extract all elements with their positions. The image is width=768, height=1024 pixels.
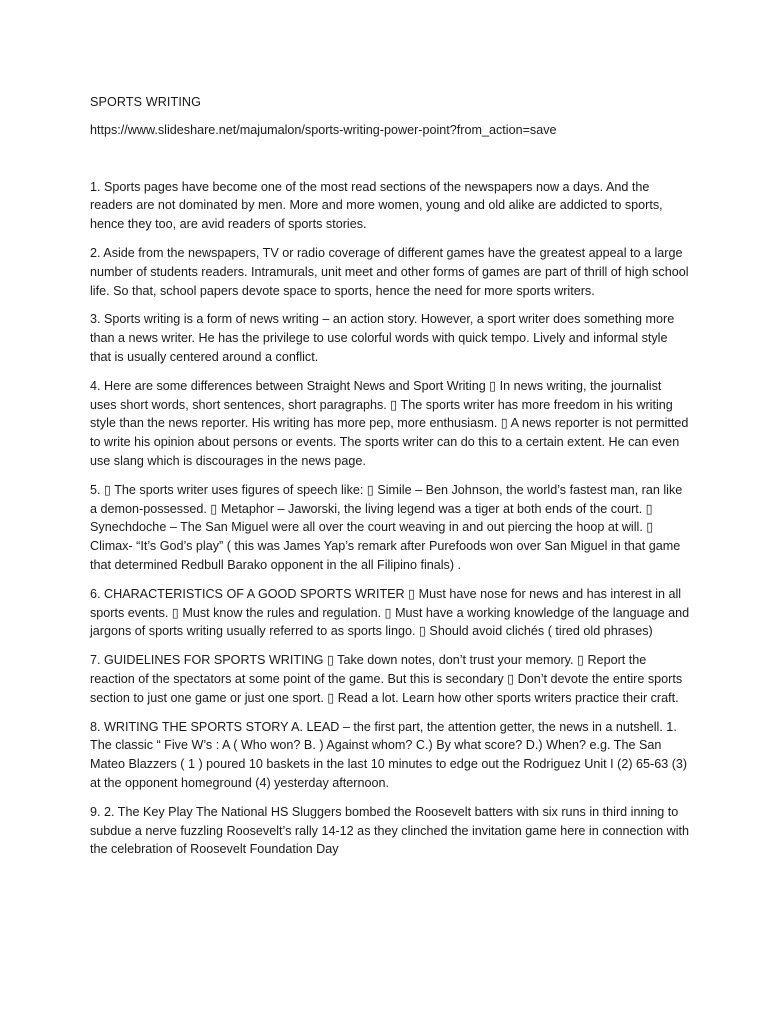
paragraph-2: 2. Aside from the newspapers, TV or radio coverage of different games have the greatest appeal to a large number of students readers. Intramurals, unit meet and other forms of games are part of thrill of high school life. So that, school papers devote space to sports, hence the need for more sports writers.	[90, 245, 689, 298]
paragraph-3: 3. Sports writing is a form of news writing – an action story. However, a sport writer does something more than a news writer. He has the privilege to use colorful words with quick tempo. Lively and informal style that is usually centered around a conflict.	[90, 312, 675, 364]
paragraph-1: 1. Sports pages have become one of the most read sections of the newspapers now a days. And the readers are not dominated by men. More and more women, young and old alike are addicted to sports, hence they too, are avid readers of sports stories.	[90, 179, 663, 232]
paragraph-8: 8. WRITING THE SPORTS STORY A. LEAD – the first part, the attention getter, the news in a nutshell. 1. The classic “ Five W’s : A ( Who won? B. ) Against whom? C.) By what score? D.) When? e.g. The San Mateo Blazzers ( 1 ) poured 10 baskets in the last 10 minutes to edge out the Rodriguez Unit I (2) 65-63 (3) at the opponent homeground (4) yesterday afternoon.	[90, 719, 688, 790]
paragraph-9: 9. 2. The Key Play The National HS Sluggers bombed the Roosevelt batters with six runs in third inning to subdue a nerve fuzzling Roosevelt’s rally 14-12 as they clinched the invitation game here in connection with the celebration of Roosevelt Foundation Day	[90, 804, 690, 857]
paragraph-5: 5. ▯ The sports writer uses figures of speech like: ▯ Simile – Ben Johnson, the world’s fastest man, ran like a demon-possessed. ▯ Metaphor – Jaworski, the living legend was a tiger at both ends of the court. ▯ Synechdoche – The San Miguel were all over the court weaving in and out piercing the hoop at will. ▯ Climax- “It’s God’s play” ( this was James Yap’s remark after Purefoods won over San Miguel in that game that determined Redbull Barako opponent in the all Filipino finals) .	[90, 482, 683, 572]
source-link[interactable]: https://www.slideshare.net/majumalon/sports-writing-power-point?from_action=save	[90, 122, 557, 137]
document-title: SPORTS WRITING	[90, 95, 202, 109]
paragraph-6: 6. CHARACTERISTICS OF A GOOD SPORTS WRITER ▯ Must have nose for news and has interest in all sports events. ▯ Must know the rules and regulation. ▯ Must have a working knowledge of the language and jargons of sports writing usually referred to as sports lingo. ▯ Should avoid clichés ( tired old phrases)	[90, 586, 690, 639]
document-body	[90, 93, 690, 869]
paragraph-4: 4. Here are some differences between Straight News and Sport Writing ▯ In news writing, the journalist uses short words, short sentences, short paragraphs. ▯ The sports writer has more freedom in his writing style than the news reporter. His writing has more pep, more enthusiasm. ▯ A news reporter is not permitted to write his opinion about persons or events. The sports writer can do this to a certain extent. He can even use slang which is discourages in the news page.	[90, 378, 689, 468]
paragraph-7: 7. GUIDELINES FOR SPORTS WRITING ▯ Take down notes, don’t trust your memory. ▯ Report the reaction of the spectators at some point of the game. But this is secondary ▯ Don’t devote the entire sports section to just one game or just one sport. ▯ Read a lot. Learn how other sports writers practice their craft.	[90, 653, 683, 705]
